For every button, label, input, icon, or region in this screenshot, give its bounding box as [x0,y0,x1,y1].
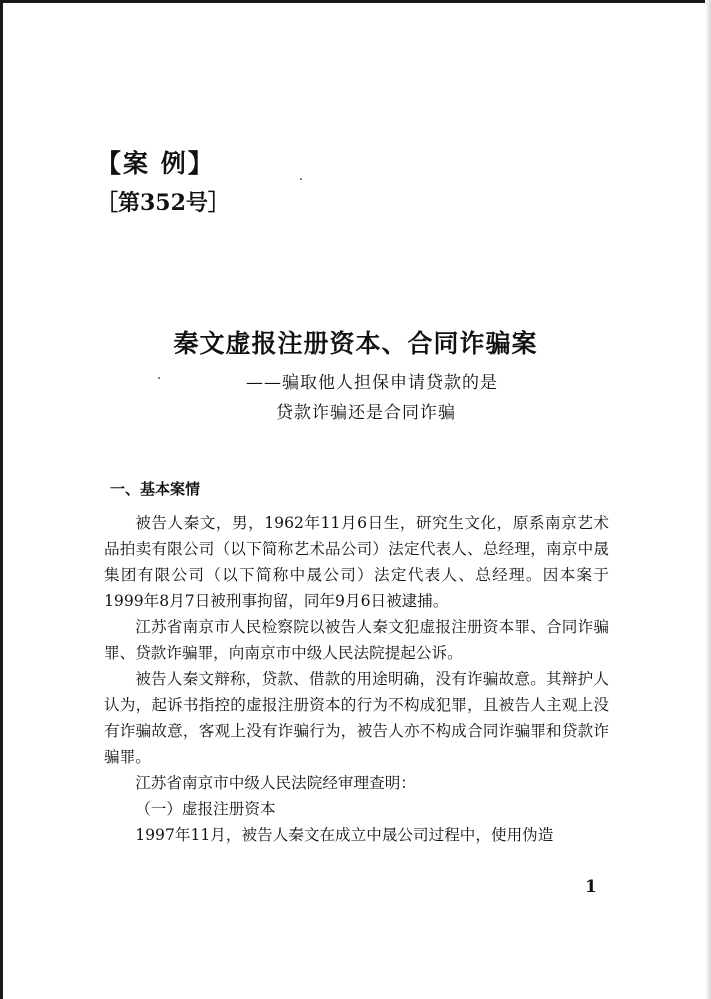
page-left-edge [0,0,3,999]
scan-speck [158,377,160,379]
page-right-shadow [705,0,711,999]
page-number: 1 [585,877,597,897]
case-subtitle-line-2: 贷款诈骗还是合同诈骗 [276,403,456,423]
section-heading: 一、基本案情 [110,480,201,498]
paragraph-prosecution: 江苏省南京市人民检察院以被告人秦文犯虚报注册资本罪、合同诈骗罪、贷款诈骗罪，向南京市中级人民法院提起公诉。 [104,618,609,662]
paragraph-court-findings: 江苏省南京市中级人民法院经审理查明： [135,774,416,792]
case-number: ［第352号］ [96,190,230,216]
page-top-edge [0,0,711,3]
paragraph-facts-start: 1997年11月，被告人秦文在成立中晟公司过程中，使用伪造 [135,826,554,844]
scan-speck [300,178,302,180]
paragraph-defendant-info: 被告人秦文，男，1962年11月6日生，研究生文化，原系南京艺术品拍卖有限公司（以下简称艺术品公司）法定代表人、总经理，南京中晟集团有限公司（以下简称中晟公司）法定代表人、总经理。因本案于1999年8月7日被刑事拘留，同年9月6日被逮捕。 [104,514,609,610]
case-bracket-label: 【案 例】 [96,149,215,178]
case-title: 秦文虚报注册资本、合同诈骗案 [173,329,538,358]
body-text [104,510,609,848]
paragraph-defense: 被告人秦文辩称，贷款、借款的用途明确，没有诈骗故意。其辩护人认为，起诉书指控的虚报注册资本的行为不构成犯罪，且被告人主观上没有诈骗故意，客观上没有诈骗行为，被告人亦不构成合同诈骗罪和贷款诈骗罪。 [104,670,609,766]
paragraph-subheading: （一）虚报注册资本 [135,800,276,818]
case-subtitle-line-1: ——骗取他人担保申请贷款的是 [246,373,498,393]
